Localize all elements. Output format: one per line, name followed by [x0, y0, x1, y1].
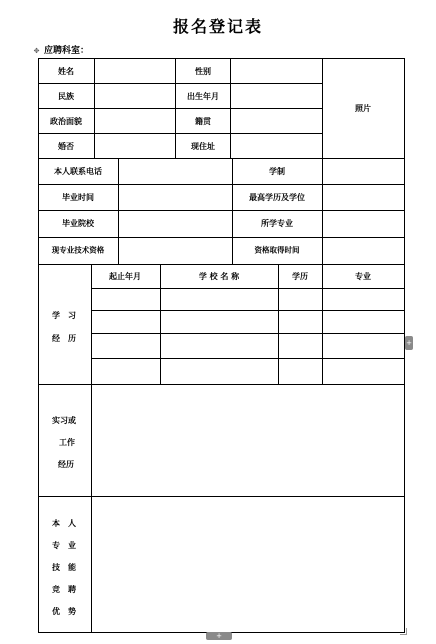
- skills-label: 技 能: [52, 562, 76, 572]
- education-system-field[interactable]: [323, 159, 404, 184]
- skills-label: 本 人: [52, 518, 76, 528]
- graduation-time-field[interactable]: [119, 185, 231, 210]
- photo-area[interactable]: [323, 59, 404, 158]
- label-graduated-school: 毕业院校: [62, 218, 94, 228]
- internship-area[interactable]: [92, 385, 404, 496]
- label-highest-degree: 最高学历及学位: [249, 192, 305, 202]
- label-name: 姓名: [58, 66, 74, 76]
- label-native-place: 籍贯: [195, 116, 211, 126]
- qualification-date-field[interactable]: [323, 238, 404, 264]
- divider: [232, 158, 233, 264]
- skills-area[interactable]: [92, 497, 404, 632]
- label-graduation-time: 毕业时间: [62, 192, 94, 202]
- study-header-school: 学 校 名 称: [198, 271, 240, 281]
- label-phone: 本人联系电话: [54, 166, 102, 176]
- form-title: 报名登记表: [172, 17, 263, 36]
- skills-label: 专 业: [52, 540, 76, 550]
- plus-icon[interactable]: +: [206, 632, 232, 640]
- skills-label: 优 势: [52, 606, 76, 616]
- phone-field[interactable]: [119, 159, 231, 184]
- highest-degree-field[interactable]: [323, 185, 404, 210]
- divider: [175, 58, 176, 158]
- study-section-label: 经 历: [52, 333, 76, 343]
- study-section-label: 学 习: [52, 310, 76, 320]
- internship-label: 经历: [58, 459, 74, 469]
- resize-icon[interactable]: [400, 628, 407, 635]
- major-studied-field[interactable]: [323, 211, 404, 237]
- label-tech-qualification: 现专业技术资格: [51, 245, 105, 255]
- native-place-field[interactable]: [231, 109, 321, 133]
- label-ethnicity: 民族: [58, 91, 74, 101]
- ethnicity-field[interactable]: [95, 84, 174, 108]
- photo-label: 照片: [355, 103, 371, 113]
- move-icon[interactable]: ✥: [33, 47, 40, 55]
- label-gender: 性别: [195, 66, 211, 76]
- study-history-area[interactable]: [92, 289, 404, 384]
- tech-qualification-field[interactable]: [119, 238, 231, 264]
- label-major-studied: 所学专业: [261, 218, 293, 228]
- name-field[interactable]: [95, 59, 174, 83]
- gender-field[interactable]: [231, 59, 321, 83]
- graduated-school-field[interactable]: [119, 211, 231, 237]
- marital-status-field[interactable]: [95, 134, 174, 158]
- study-header-degree: 学历: [292, 271, 308, 281]
- address-field[interactable]: [231, 134, 321, 158]
- political-status-field[interactable]: [95, 109, 174, 133]
- study-header-major: 专业: [355, 271, 371, 281]
- internship-label: 工作: [59, 437, 75, 447]
- divider: [38, 264, 405, 265]
- internship-label: 实习或: [52, 415, 76, 425]
- label-marital-status: 婚否: [58, 141, 74, 151]
- label-birth-date: 出生年月: [187, 91, 219, 101]
- plus-icon[interactable]: +: [405, 336, 413, 350]
- label-address: 现住址: [191, 141, 215, 151]
- skills-label: 竞 聘: [52, 584, 76, 594]
- label-qualification-date: 资格取得时间: [254, 245, 300, 255]
- study-header-period: 起止年月: [109, 271, 141, 281]
- birth-date-field[interactable]: [231, 84, 321, 108]
- label-education-system: 学制: [269, 166, 285, 176]
- department-label: 应聘科室：: [44, 46, 90, 56]
- label-political-status: 政治面貌: [50, 116, 82, 126]
